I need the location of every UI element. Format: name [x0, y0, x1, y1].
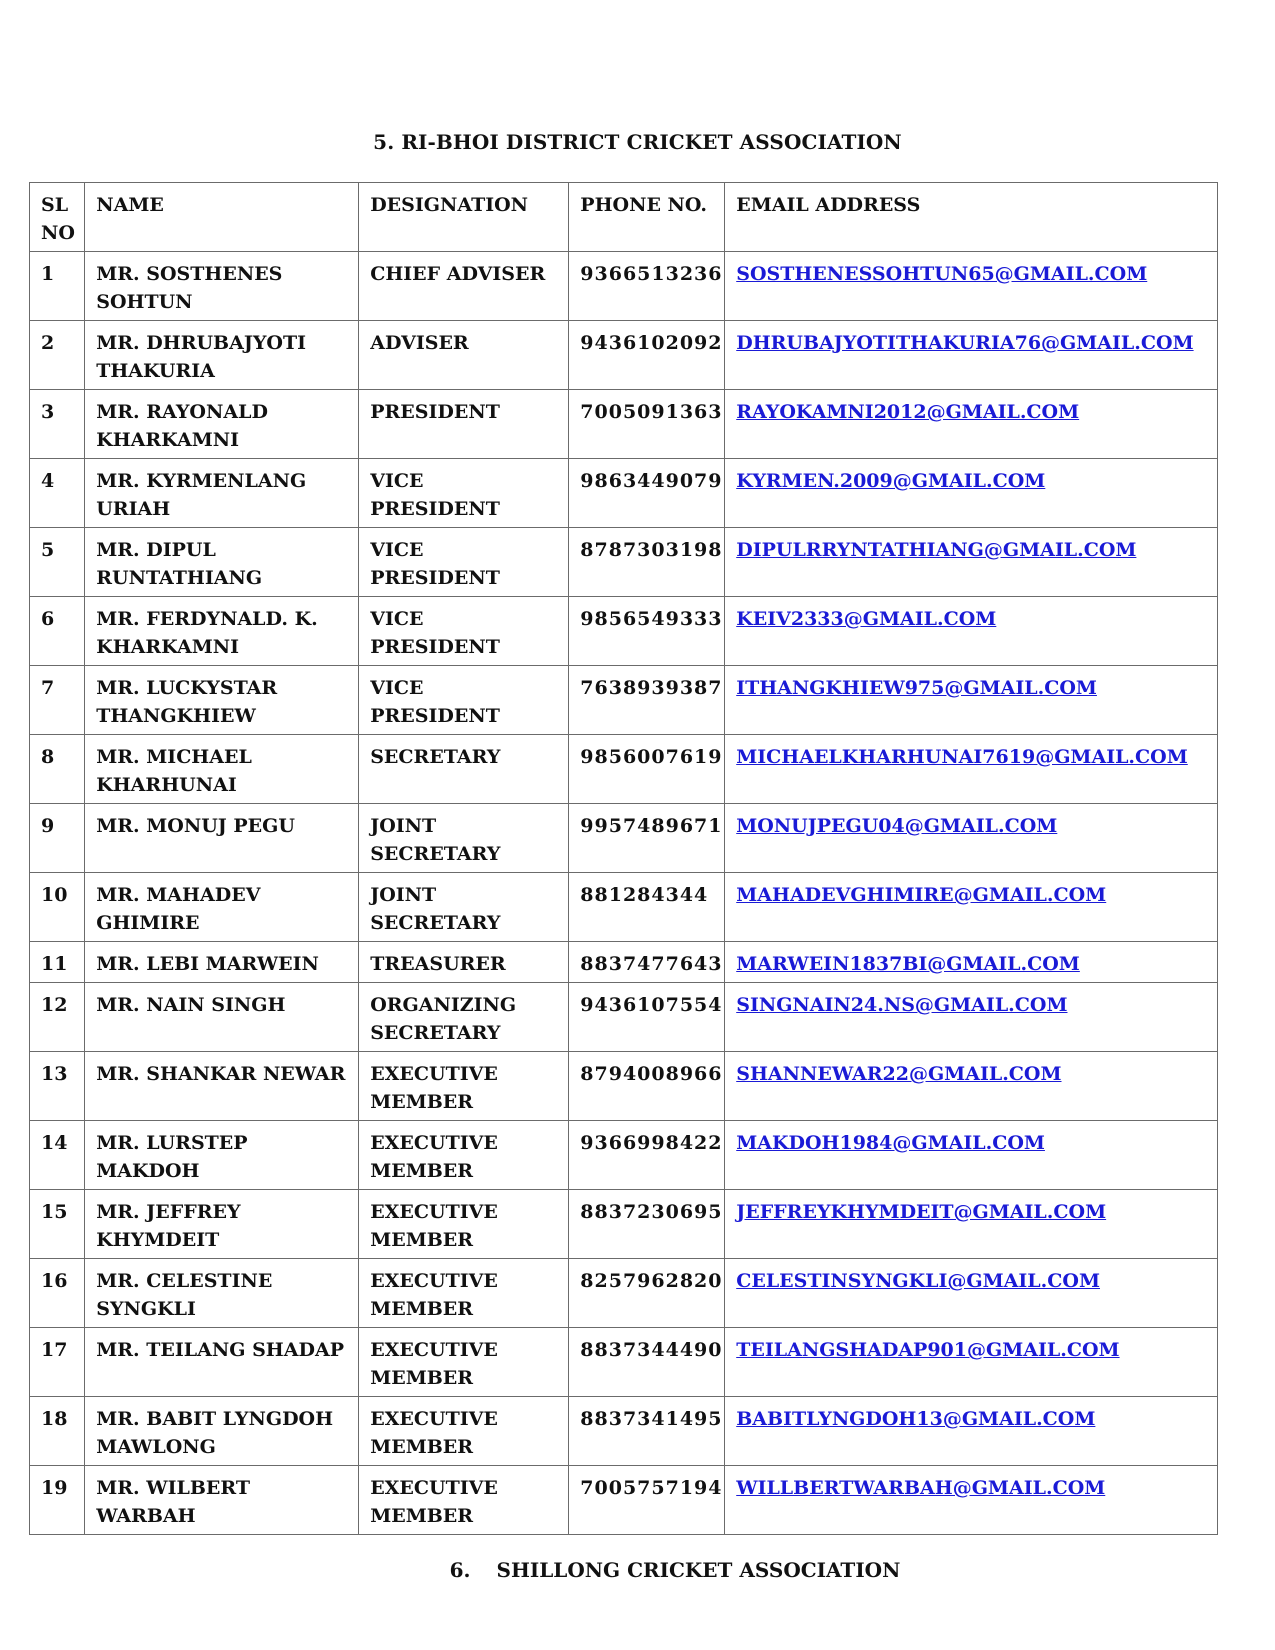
cell-phone: 7005091363	[569, 390, 725, 459]
cell-name: MR. RAYONALD KHARKAMNI	[85, 390, 359, 459]
cell-phone: 9957489671	[569, 804, 725, 873]
email-link[interactable]: MAHADEVGHIMIRE@GMAIL.COM	[736, 884, 1107, 906]
cell-name: MR. NAIN SINGH	[85, 983, 359, 1052]
email-link[interactable]: MARWEIN1837BI@GMAIL.COM	[736, 953, 1080, 975]
cell-designation: VICE PRESIDENT	[359, 459, 569, 528]
table-row	[30, 1397, 1218, 1466]
table-header-row	[30, 183, 1218, 252]
header-phone: PHONE NO.	[569, 183, 725, 252]
cell-phone: 8787303198	[569, 528, 725, 597]
email-link[interactable]: KEIV2333@GMAIL.COM	[736, 608, 997, 630]
email-link[interactable]: CELESTINSYNGKLI@GMAIL.COM	[736, 1270, 1100, 1292]
cell-email	[725, 459, 1218, 528]
next-section-number: 6.	[449, 1558, 471, 1582]
cell-email	[725, 1121, 1218, 1190]
cell-sl: 4	[30, 459, 85, 528]
cell-designation: EXECUTIVE MEMBER	[359, 1052, 569, 1121]
cell-email	[725, 942, 1218, 983]
cell-name: MR. LUCKYSTAR THANGKHIEW	[85, 666, 359, 735]
cell-email	[725, 873, 1218, 942]
email-link[interactable]: KYRMEN.2009@GMAIL.COM	[736, 470, 1046, 492]
table-row	[30, 1121, 1218, 1190]
cell-designation: JOINT SECRETARY	[359, 873, 569, 942]
cell-sl: 10	[30, 873, 85, 942]
cell-sl: 2	[30, 321, 85, 390]
email-link[interactable]: DIPULRRYNTATHIANG@GMAIL.COM	[736, 539, 1137, 561]
cell-name: MR. SHANKAR NEWAR	[85, 1052, 359, 1121]
table-row	[30, 528, 1218, 597]
cell-phone: 7005757194	[569, 1466, 725, 1535]
cell-designation: VICE PRESIDENT	[359, 528, 569, 597]
cell-sl: 18	[30, 1397, 85, 1466]
cell-sl: 9	[30, 804, 85, 873]
email-link[interactable]: MICHAELKHARHUNAI7619@GMAIL.COM	[736, 746, 1188, 768]
table-row	[30, 804, 1218, 873]
cell-designation: ADVISER	[359, 321, 569, 390]
cell-designation: EXECUTIVE MEMBER	[359, 1121, 569, 1190]
cell-sl: 19	[30, 1466, 85, 1535]
table-row	[30, 666, 1218, 735]
cell-email	[725, 252, 1218, 321]
cell-designation: EXECUTIVE MEMBER	[359, 1328, 569, 1397]
cell-sl: 17	[30, 1328, 85, 1397]
email-link[interactable]: RAYOKAMNI2012@GMAIL.COM	[736, 401, 1080, 423]
cell-designation: ORGANIZING SECRETARY	[359, 983, 569, 1052]
cell-name: MR. TEILANG SHADAP	[85, 1328, 359, 1397]
cell-name: MR. FERDYNALD. K. KHARKAMNI	[85, 597, 359, 666]
section-title: 5. RI-BHOI DISTRICT CRICKET ASSOCIATION	[373, 130, 902, 154]
table-row	[30, 735, 1218, 804]
table-row	[30, 1259, 1218, 1328]
next-section-heading	[0, 1558, 1275, 1582]
email-link[interactable]: JEFFREYKHYMDEIT@GMAIL.COM	[736, 1201, 1107, 1223]
table-row	[30, 1052, 1218, 1121]
email-link[interactable]: WILLBERTWARBAH@GMAIL.COM	[736, 1477, 1106, 1499]
cell-phone: 881284344	[569, 873, 725, 942]
cell-sl: 13	[30, 1052, 85, 1121]
cell-email	[725, 983, 1218, 1052]
cell-sl: 15	[30, 1190, 85, 1259]
cell-phone: 9856007619	[569, 735, 725, 804]
cell-sl: 1	[30, 252, 85, 321]
table-row	[30, 983, 1218, 1052]
cell-designation: VICE PRESIDENT	[359, 597, 569, 666]
cell-email	[725, 1190, 1218, 1259]
table-row	[30, 1466, 1218, 1535]
cell-name: MR. MONUJ PEGU	[85, 804, 359, 873]
cell-name: MR. CELESTINE SYNGKLI	[85, 1259, 359, 1328]
cell-email	[725, 321, 1218, 390]
next-section-title: SHILLONG CRICKET ASSOCIATION	[496, 1558, 901, 1582]
email-link[interactable]: MAKDOH1984@GMAIL.COM	[736, 1132, 1045, 1154]
cell-phone: 9436107554	[569, 983, 725, 1052]
email-link[interactable]: ITHANGKHIEW975@GMAIL.COM	[736, 677, 1097, 699]
table-row	[30, 390, 1218, 459]
email-link[interactable]: SINGNAIN24.NS@GMAIL.COM	[736, 994, 1068, 1016]
cell-designation: EXECUTIVE MEMBER	[359, 1190, 569, 1259]
cell-designation: EXECUTIVE MEMBER	[359, 1397, 569, 1466]
cell-designation: CHIEF ADVISER	[359, 252, 569, 321]
cell-phone: 8837477643	[569, 942, 725, 983]
email-link[interactable]: SHANNEWAR22@GMAIL.COM	[736, 1063, 1062, 1085]
cell-phone: 9856549333	[569, 597, 725, 666]
table-row	[30, 1190, 1218, 1259]
table-row	[30, 597, 1218, 666]
cell-phone: 9366998422	[569, 1121, 725, 1190]
email-link[interactable]: TEILANGSHADAP901@GMAIL.COM	[736, 1339, 1120, 1361]
cell-email	[725, 1052, 1218, 1121]
cell-designation: SECRETARY	[359, 735, 569, 804]
cell-email	[725, 390, 1218, 459]
cell-sl: 5	[30, 528, 85, 597]
header-designation: DESIGNATION	[359, 183, 569, 252]
cell-name: MR. MICHAEL KHARHUNAI	[85, 735, 359, 804]
cell-phone: 9436102092	[569, 321, 725, 390]
header-email: EMAIL ADDRESS	[725, 183, 1218, 252]
cell-sl: 12	[30, 983, 85, 1052]
table-row	[30, 942, 1218, 983]
email-link[interactable]: BABITLYNGDOH13@GMAIL.COM	[736, 1408, 1096, 1430]
cell-name: MR. LURSTEP MAKDOH	[85, 1121, 359, 1190]
cell-email	[725, 597, 1218, 666]
header-name: NAME	[85, 183, 359, 252]
cell-email	[725, 1397, 1218, 1466]
cell-name: MR. DIPUL RUNTATHIANG	[85, 528, 359, 597]
cell-sl: 11	[30, 942, 85, 983]
cell-name: MR. BABIT LYNGDOH MAWLONG	[85, 1397, 359, 1466]
cell-designation: JOINT SECRETARY	[359, 804, 569, 873]
cell-name: MR. MAHADEV GHIMIRE	[85, 873, 359, 942]
cell-sl: 14	[30, 1121, 85, 1190]
table-row	[30, 252, 1218, 321]
cell-email	[725, 804, 1218, 873]
cell-sl: 6	[30, 597, 85, 666]
cell-designation: EXECUTIVE MEMBER	[359, 1466, 569, 1535]
cell-email	[725, 666, 1218, 735]
cell-sl: 16	[30, 1259, 85, 1328]
cell-name: MR. WILBERT WARBAH	[85, 1466, 359, 1535]
cell-designation: PRESIDENT	[359, 390, 569, 459]
cell-phone: 8794008966	[569, 1052, 725, 1121]
cell-name: MR. LEBI MARWEIN	[85, 942, 359, 983]
cell-email	[725, 1466, 1218, 1535]
cell-email	[725, 735, 1218, 804]
cell-phone: 8837230695	[569, 1190, 725, 1259]
table-row	[30, 873, 1218, 942]
cell-name: MR. JEFFREY KHYMDEIT	[85, 1190, 359, 1259]
table-row	[30, 321, 1218, 390]
cell-email	[725, 1328, 1218, 1397]
header-sl-no: SL NO	[30, 183, 85, 252]
cell-name: MR. SOSTHENES SOHTUN	[85, 252, 359, 321]
cell-designation: TREASURER	[359, 942, 569, 983]
cell-email	[725, 1259, 1218, 1328]
office-bearers-table	[29, 182, 1218, 1535]
cell-name: MR. KYRMENLANG URIAH	[85, 459, 359, 528]
cell-phone: 9863449079	[569, 459, 725, 528]
cell-designation: VICE PRESIDENT	[359, 666, 569, 735]
email-link[interactable]: SOSTHENESSOHTUN65@GMAIL.COM	[736, 263, 1148, 285]
table-row	[30, 1328, 1218, 1397]
table-row	[30, 459, 1218, 528]
cell-phone: 7638939387	[569, 666, 725, 735]
cell-phone: 8257962820	[569, 1259, 725, 1328]
cell-sl: 8	[30, 735, 85, 804]
cell-designation: EXECUTIVE MEMBER	[359, 1259, 569, 1328]
email-link[interactable]: DHRUBAJYOTITHAKURIA76@GMAIL.COM	[736, 332, 1194, 354]
cell-sl: 7	[30, 666, 85, 735]
cell-phone: 8837344490	[569, 1328, 725, 1397]
cell-phone: 9366513236	[569, 252, 725, 321]
email-link[interactable]: MONUJPEGU04@GMAIL.COM	[736, 815, 1058, 837]
cell-sl: 3	[30, 390, 85, 459]
cell-name: MR. DHRUBAJYOTI THAKURIA	[85, 321, 359, 390]
cell-email	[725, 528, 1218, 597]
cell-phone: 8837341495	[569, 1397, 725, 1466]
